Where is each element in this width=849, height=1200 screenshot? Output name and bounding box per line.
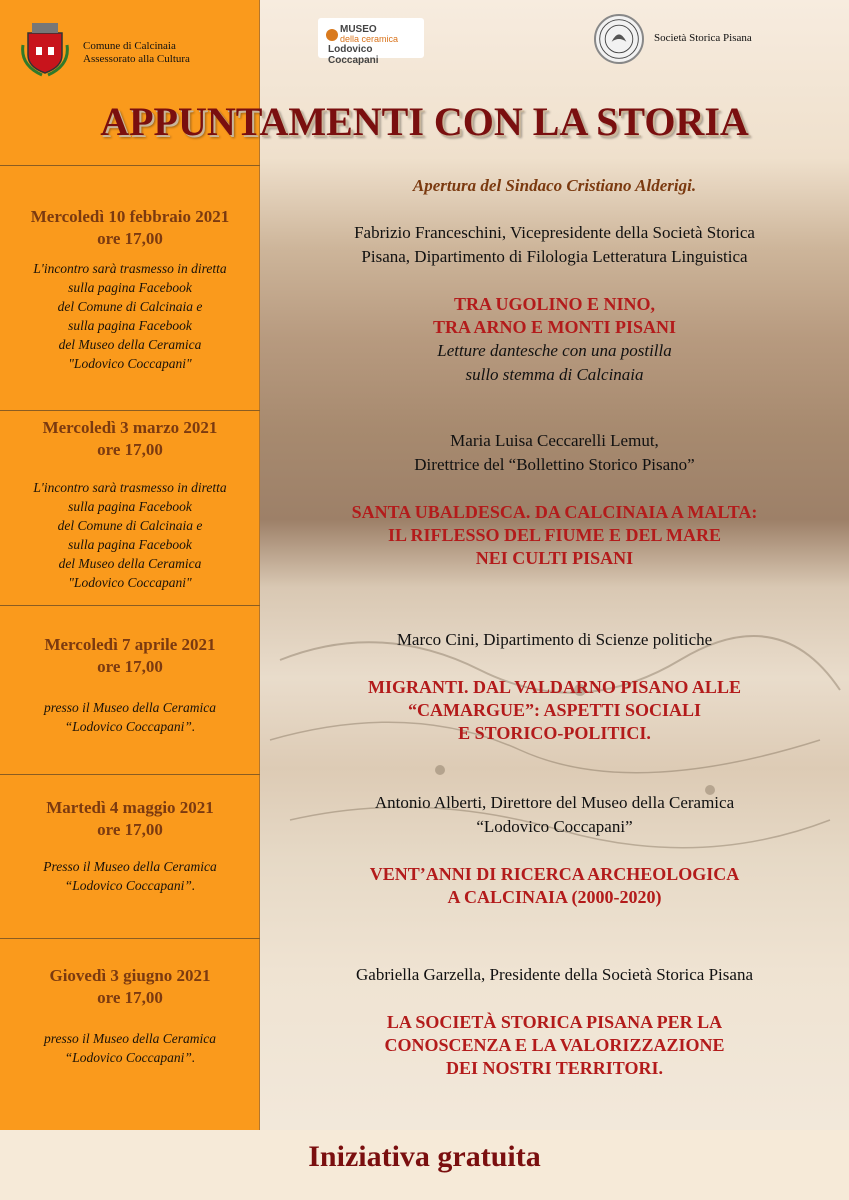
- note-line: sulla pagina Facebook: [68, 537, 192, 552]
- societa-storica-seal-icon: [594, 14, 644, 64]
- talk-line: E STORICO-POLITICI.: [458, 723, 651, 743]
- talk-line: TRA UGOLINO E NINO,: [453, 294, 656, 314]
- speaker: [262, 429, 847, 477]
- calcinaia-coat-of-arms-icon: [20, 15, 70, 77]
- talk-title: [262, 863, 847, 909]
- note-line: sulla pagina Facebook: [68, 280, 192, 295]
- talk-line: IL RIFLESSO DEL FIUME E DEL MARE: [387, 525, 722, 545]
- event-5-schedule: [0, 965, 260, 1067]
- event-time: ore 17,00: [97, 229, 163, 248]
- speaker-line: Fabrizio Franceschini, Vicepresidente della Società Storica: [354, 223, 755, 242]
- org-line-1: Comune di Calcinaia: [83, 40, 176, 52]
- page-title: APPUNTAMENTI CON LA STORIA: [100, 99, 749, 144]
- society-name: Società Storica Pisana: [654, 32, 752, 44]
- note-line: L'incontro sarà trasmesso in diretta: [33, 480, 227, 495]
- talk-line: LA SOCIETÀ STORICA PISANA PER LA: [386, 1012, 723, 1032]
- speaker-line: Direttrice del “Bollettino Storico Pisano”: [414, 455, 695, 474]
- talk-title: [262, 501, 847, 570]
- talk-title: [262, 293, 847, 339]
- event-note: [0, 478, 260, 592]
- talk-line: NEI CULTI PISANI: [475, 548, 634, 568]
- note-line: del Comune di Calcinaia e: [57, 299, 203, 314]
- talk-line: “CAMARGUE”: ASPETTI SOCIALI: [407, 700, 702, 720]
- note-line: sulla pagina Facebook: [68, 318, 192, 333]
- note-line: del Comune di Calcinaia e: [57, 518, 203, 533]
- note-line: "Lodovico Coccapani": [68, 356, 192, 371]
- talk-line: SANTA UBALDESCA. DA CALCINAIA A MALTA:: [351, 502, 758, 522]
- event-time: ore 17,00: [97, 820, 163, 839]
- subtitle-line: sullo stemma di Calcinaia: [465, 365, 644, 384]
- event-1-details: [262, 176, 847, 387]
- event-2-details: [262, 429, 847, 570]
- event-3-schedule: [0, 634, 260, 736]
- note-line: “Lodovico Coccapani”.: [64, 878, 196, 893]
- event-5-details: [262, 963, 847, 1080]
- event-2-schedule: [0, 417, 260, 592]
- event-note: [0, 857, 260, 895]
- speaker-line: Gabriella Garzella, Presidente della Società Storica Pisana: [356, 965, 753, 984]
- event-5: [0, 939, 849, 1130]
- speaker-line: “Lodovico Coccapani”: [476, 817, 633, 836]
- speaker-line: Maria Luisa Ceccarelli Lemut,: [450, 431, 659, 450]
- speaker-line: Marco Cini, Dipartimento di Scienze politiche: [396, 630, 713, 649]
- speaker: [262, 221, 847, 269]
- event-date: Giovedì 3 giugno 2021: [49, 966, 211, 985]
- event-time: ore 17,00: [97, 657, 163, 676]
- event-2: [0, 411, 849, 605]
- speaker: [262, 963, 847, 987]
- museo-mark-icon: [326, 29, 338, 41]
- note-line: "Lodovico Coccapani": [68, 575, 192, 590]
- note-line: del Museo della Ceramica: [58, 337, 202, 352]
- event-3-details: [262, 628, 847, 745]
- talk-title: [262, 676, 847, 745]
- event-1: [0, 166, 849, 410]
- talk-line: DEI NOSTRI TERRITORI.: [446, 1058, 663, 1078]
- event-4: [0, 775, 849, 938]
- museo-logo-line-3: Lodovico Coccapani: [328, 44, 379, 66]
- note-line: sulla pagina Facebook: [68, 499, 192, 514]
- event-note: [0, 1029, 260, 1067]
- event-date: Martedì 4 maggio 2021: [46, 798, 214, 817]
- event-date: Mercoledì 3 marzo 2021: [42, 418, 218, 437]
- event-note: [0, 259, 260, 373]
- footer-free-event: Iniziativa gratuita: [308, 1140, 541, 1173]
- speaker: [262, 791, 847, 839]
- talk-line: MIGRANTI. DAL VALDARNO PISANO ALLE: [368, 677, 741, 697]
- note-line: L'incontro sarà trasmesso in diretta: [33, 261, 227, 276]
- event-date: Mercoledì 10 febbraio 2021: [30, 207, 230, 226]
- opening-remarks: Apertura del Sindaco Cristiano Alderigi.: [412, 176, 697, 195]
- event-4-details: [262, 791, 847, 909]
- organization-name: [83, 40, 190, 66]
- talk-line: CONOSCENZA E LA VALORIZZAZIONE: [384, 1035, 725, 1055]
- event-1-schedule: [0, 206, 260, 373]
- event-time: ore 17,00: [97, 440, 163, 459]
- speaker-line: Pisana, Dipartimento di Filologia Letteratura Linguistica: [361, 247, 748, 266]
- talk-line: VENT’ANNI DI RICERCA ARCHEOLOGICA: [369, 864, 740, 884]
- note-line: Presso il Museo della Ceramica: [43, 859, 217, 874]
- subtitle-line: Letture dantesche con una postilla: [437, 341, 672, 360]
- talk-title: [262, 1011, 847, 1080]
- event-time: ore 17,00: [97, 988, 163, 1007]
- talk-subtitle: [262, 339, 847, 387]
- note-line: “Lodovico Coccapani”.: [64, 719, 196, 734]
- event-4-schedule: [0, 797, 260, 895]
- note-line: “Lodovico Coccapani”.: [64, 1050, 196, 1065]
- event-note: [0, 698, 260, 736]
- talk-line: A CALCINAIA (2000-2020): [447, 887, 662, 907]
- note-line: presso il Museo della Ceramica: [44, 1031, 216, 1046]
- speaker: [262, 628, 847, 652]
- museo-ceramica-logo: [318, 18, 424, 66]
- museo-logo-line-1: MUSEO: [340, 24, 377, 35]
- org-line-2: Assessorato alla Cultura: [83, 53, 190, 65]
- event-date: Mercoledì 7 aprile 2021: [44, 635, 216, 654]
- note-line: del Museo della Ceramica: [58, 556, 202, 571]
- header: [0, 0, 849, 165]
- note-line: presso il Museo della Ceramica: [44, 700, 216, 715]
- talk-line: TRA ARNO E MONTI PISANI: [432, 317, 677, 337]
- speaker-line: Antonio Alberti, Direttore del Museo della Ceramica: [374, 793, 735, 812]
- museo-logo-line-2: della ceramica: [340, 34, 399, 44]
- event-3: [0, 606, 849, 774]
